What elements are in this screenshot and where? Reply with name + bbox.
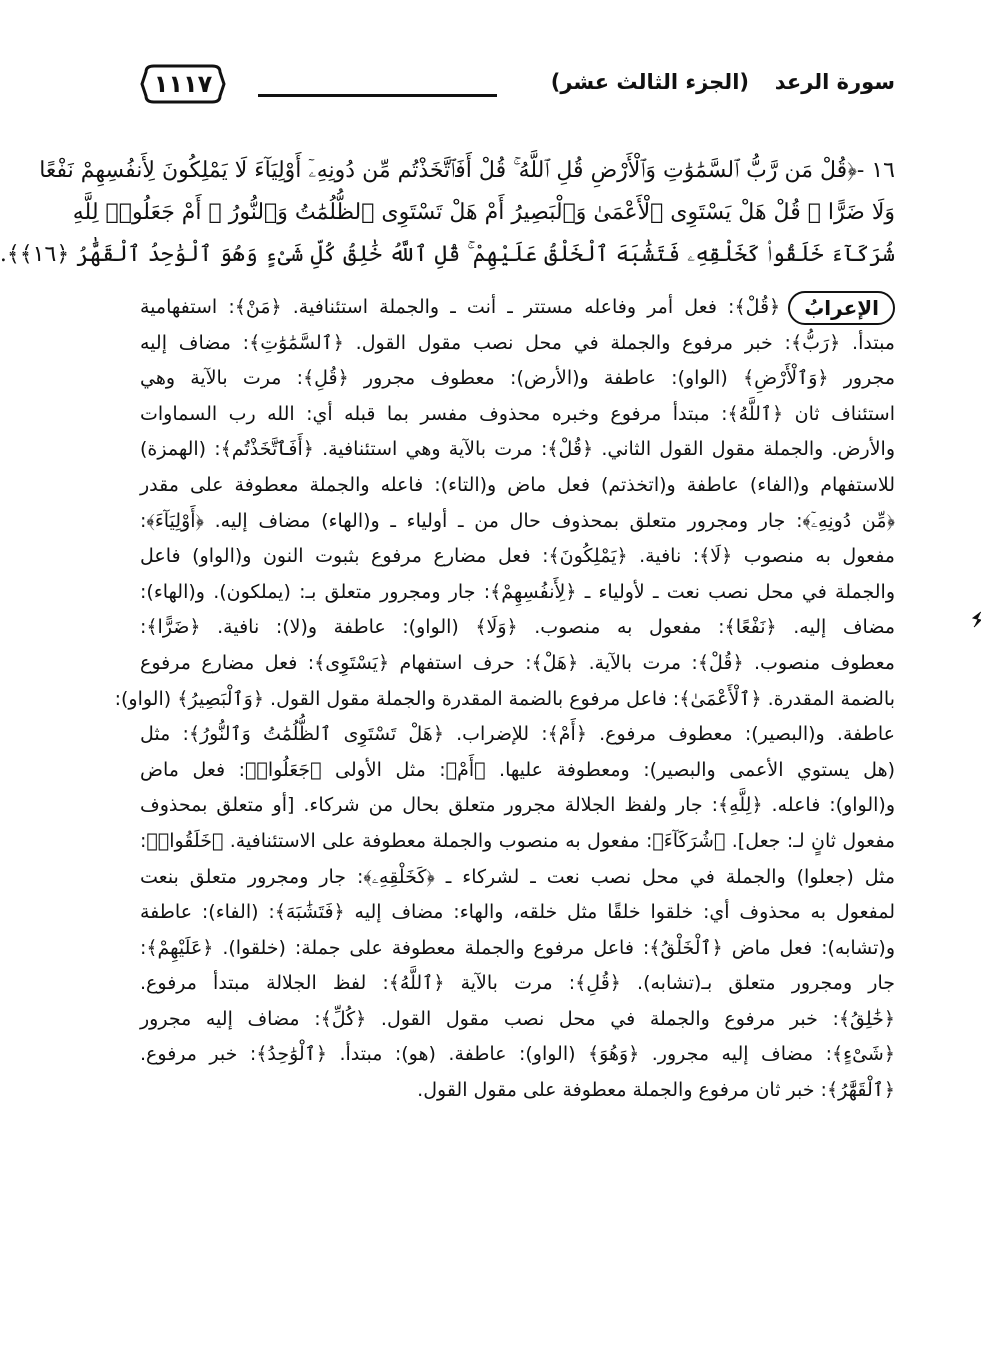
irab-label: الإعرابُ — [788, 291, 895, 325]
irab-line: جار ومجرور متعلق بـ(تشابه). ﴿قُلِ﴾: مرت بالآية ﴿ٱللَّهُ﴾: لفظ الجلالة مبتدأ مرفوع. — [140, 972, 895, 995]
irab-line: والأرض. والجملة مقول القول الثاني. ﴿قُلْ﴾: مرت بالآية وهي استئنافية. ﴿أَفَٱتَّخَذْتُم﴾: (الهمزة) — [140, 438, 895, 461]
irab-line: لمفعول به محذوف أي: خلقوا خلقًا مثل خلقه، والهاء: مضاف إليه ﴿فَتَشَٰبَهَ﴾: (الفاء): عاطفة — [140, 901, 895, 924]
irab-line: ﴿شَىْءٍ﴾: مضاف إليه مجرور. ﴿وَهُوَ﴾ (الواو): عاطفة. (هو): مبتدأ. ﴿ٱلْوَٰحِدُ﴾: خبر مرفوع. — [140, 1043, 895, 1066]
juz-title: (الجزء الثالث عشر) — [550, 70, 749, 94]
irab-line: و(الواو): فاعله. ﴿لِلَّهِ﴾: جار ولفظ الجلالة مجرور متعلق بحال من شركاء. [أو متعلق بمحذوف — [140, 794, 895, 817]
irab-line: استئناف ثان ﴿ٱللَّهُ﴾: مبتدأ مرفوع وخبره محذوف مفسر بما قبله أي: الله رب السماوات — [140, 402, 895, 425]
irab-line — [140, 290, 895, 326]
page-header — [140, 62, 895, 116]
irab-line: بالضمة المقدرة. ﴿ٱلْأَعْمَىٰ﴾: فاعل مرفوع بالضمة المقدرة والجملة مقول القول. ﴿وَٱلْبَصِيرُ﴾ (الواو): — [114, 687, 895, 710]
page-number-badge — [140, 62, 226, 106]
irab-line: ﴿مِّن دُونِهِۦٓ﴾: جار ومجرور متعلق بمحذوف حال من ـ أولياء ـ و(الهاء) مضاف إليه. ﴿أَوْلِيَآءَ﴾: — [140, 509, 895, 532]
irab-line: (هل يستوي الأعمى والبصير): ومعطوفة عليها. ﴿أَمْ﴾: مثل الأولى ﴿جَعَلُوا۟﴾: فعل ماض — [140, 758, 895, 781]
irab-line: مبتدأ. ﴿رَبُّ﴾: خبر مرفوع والجملة في محل نصب مقول القول. ﴿ٱلسَّمَٰوَٰتِ﴾: مضاف إليه — [140, 331, 895, 354]
verse-line: شُرَكَآءَ خَلَقُوا۟ كَخَلْقِهِۦ فَتَشَٰبَهَ ٱلْخَلْقُ عَلَيْهِمْ ۚ قُلِ ٱللَّهُ خَٰلِقُ كُلِّ شَىْءٍ وَهُوَ ٱلْوَٰحِدُ ٱلْقَهَّٰرُ ﴿١٦﴾﴾. — [0, 242, 895, 267]
surah-title: سورة الرعد — [774, 70, 895, 94]
irab-line: مجرور ﴿وَٱلْأَرْضِ﴾ (الواو): عاطفة و(الأرض): معطوف مجرور ﴿قُلِ﴾: مرت بالآية وهي — [140, 367, 895, 390]
irab-line: معطوف منصوب. ﴿قُلْ﴾: مرت بالآية. ﴿هَلْ﴾: حرف استفهام ﴿يَسْتَوِى﴾: فعل مضارع مرفوع — [140, 651, 895, 674]
irab-line: مفعول ثانٍ لـ: جعل]. ﴿شُرَكَآءَ﴾: مفعول به منصوب والجملة معطوفة على الاستئنافية. ﴿خَلَقُوا۟﴾: — [140, 829, 895, 852]
irab-line: للاستفهام و(الفاء) عاطفة و(اتخذتم) فعل ماض و(التاء): فاعله والجملة معطوفة على مقدر — [140, 473, 895, 496]
irab-line: مثل (جعلوا) والجملة في محل نصب نعت ـ لشركاء ـ ﴿كَخَلْقِهِۦ﴾: جار ومجرور متعلق بنعت — [140, 865, 895, 888]
margin-mark-icon — [971, 612, 981, 628]
irab-line: والجملة في محل نصب نعت ـ لأولياء ـ ﴿لِأَنفُسِهِمْ﴾: جار ومجرور متعلق بـ: (يملكون). و(الهاء): — [140, 580, 895, 603]
page-number: ١١١٧ — [153, 70, 213, 98]
irab-line: ﴿ٱلْقَهَّٰرُ﴾: خبر ثان مرفوع والجملة معطوفة على مقول القول. — [417, 1079, 895, 1102]
irab-line: ﴿خَٰلِقُ﴾: خبر مرفوع والجملة في محل نصب مقول القول. ﴿كُلِّ﴾: مضاف إليه مجرور — [140, 1007, 895, 1030]
quran-verse — [0, 150, 895, 276]
irab-section — [114, 290, 895, 1109]
irab-line: مفعول به منصوب ﴿لَا﴾: نافية. ﴿يَمْلِكُونَ﴾: فعل مضارع مرفوع بثبوت النون و(الواو) فاعل — [140, 545, 895, 568]
header-rule — [258, 94, 497, 97]
verse-line: ١٦ -﴿قُلْ مَن رَّبُّ ٱلسَّمَٰوَٰتِ وَٱلْأَرْضِ قُلِ ٱللَّهُ ۚ قُلْ أَفَٱتَّخَذْتُم مِّن دُونِهِۦٓ أَوْلِيَآءَ لَا يَمْلِكُونَ لِأَنفُسِهِمْ نَفْعًا — [39, 158, 895, 183]
irab-line: و(تشابه): فعل ماض ﴿ٱلْخَلْقُ﴾: فاعل مرفوع والجملة معطوفة على جملة: (خلقوا). ﴿عَلَيْهِمْ﴾: — [140, 936, 895, 959]
irab-line: مضاف إليه. ﴿نَفْعًا﴾: مفعول به منصوب. ﴿وَلَا﴾ (الواو): عاطفة و(لا): نافية. ﴿ضَرًّا﴾: — [140, 616, 895, 639]
irab-line-text: ﴿قُلْ﴾: فعل أمر وفاعله مستتر ـ أنت ـ والجملة استئنافية. ﴿مَنْ﴾: استفهامية — [140, 296, 781, 318]
irab-line: عاطفة. و(البصير): معطوف مرفوع. ﴿أَمْ﴾: للإضراب. ﴿هَلْ تَسْتَوِى ٱلظُّلُمَٰتُ وَٱلنُّورُ﴾: مثل — [140, 723, 895, 746]
verse-line: وَلَا ضَرًّا ۚ قُلْ هَلْ يَسْتَوِى ٱلْأَعْمَىٰ وَٱلْبَصِيرُ أَمْ هَلْ تَسْتَوِى ٱلظُّلُمَٰتُ وَٱلنُّورُ ۗ أَمْ جَعَلُوا۟ لِلَّهِ — [72, 200, 895, 225]
